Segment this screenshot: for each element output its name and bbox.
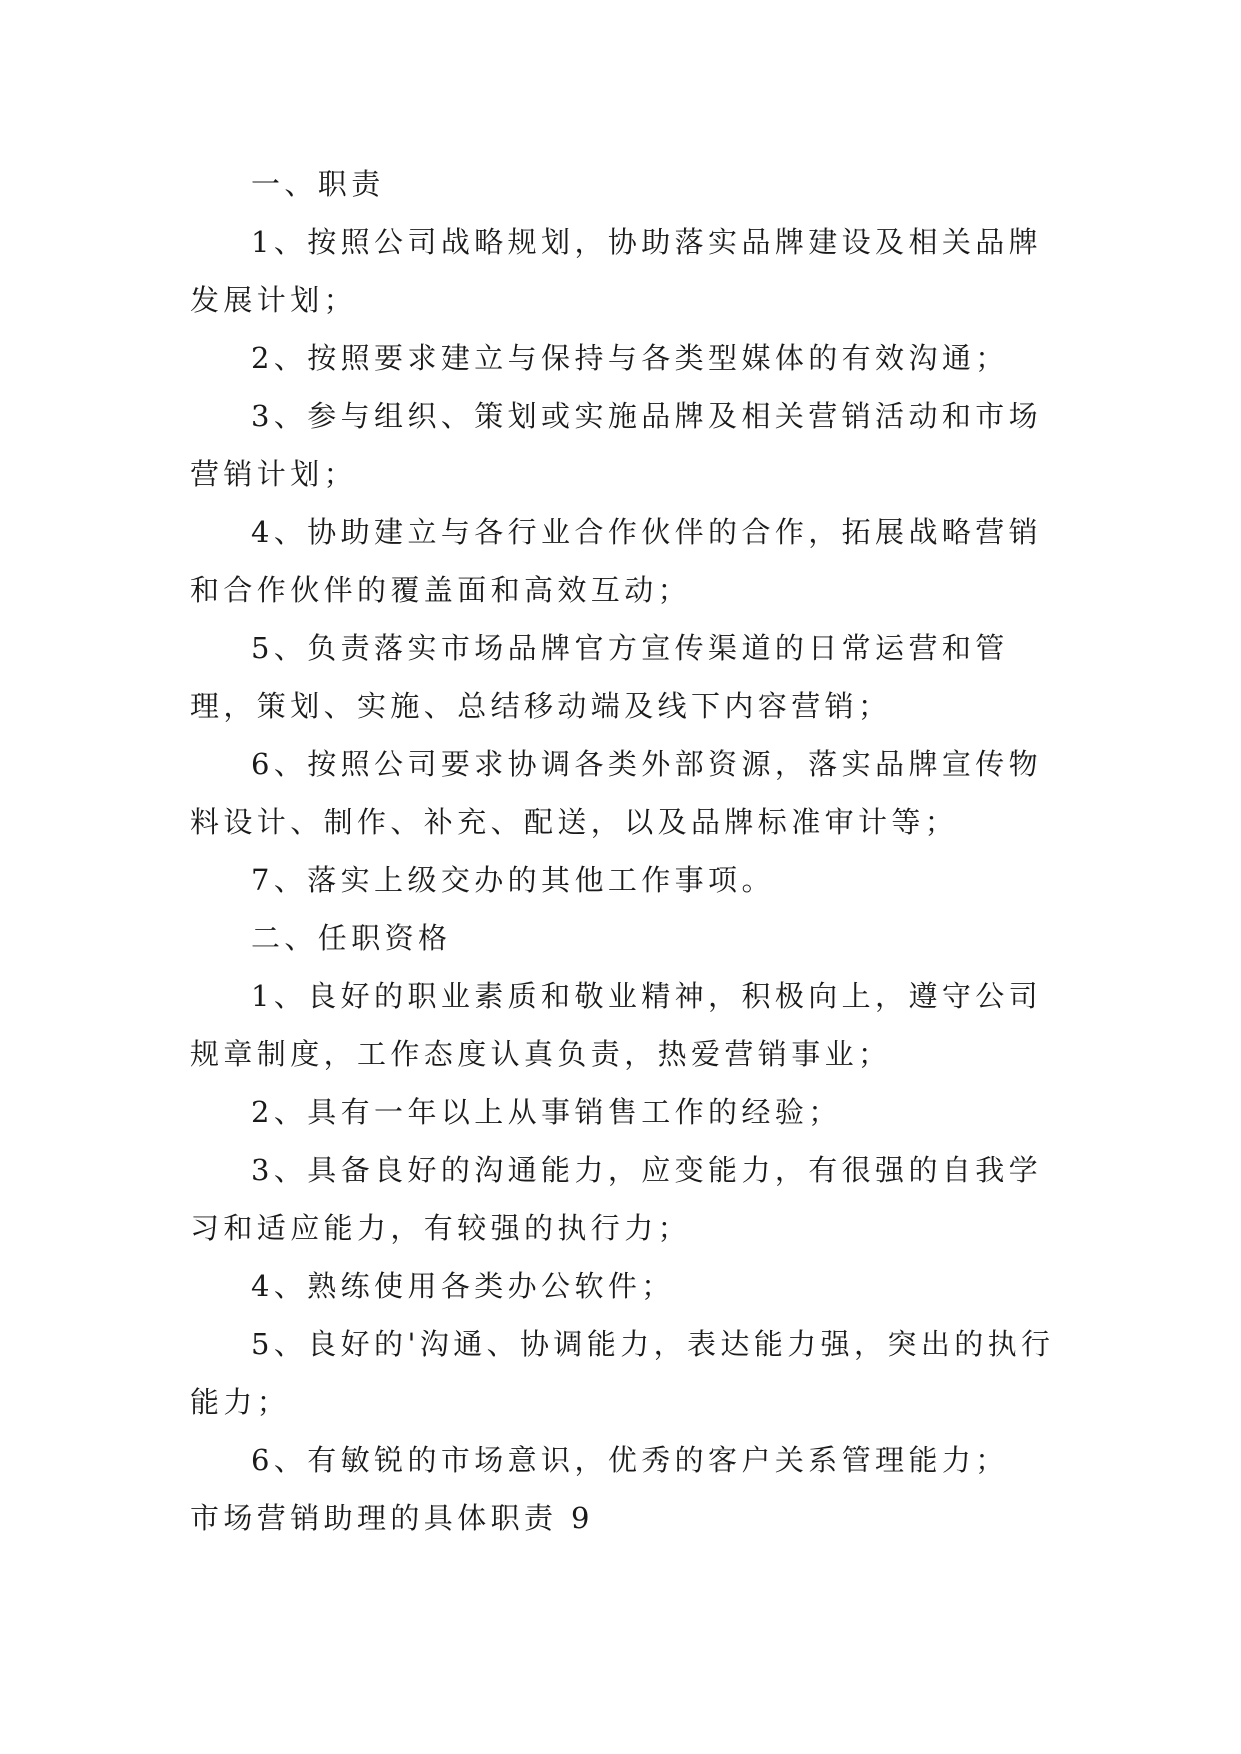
section-heading-qualifications: 二、任职资格 xyxy=(251,921,452,955)
qualification-item-3: 3、具备良好的沟通能力，应变能力，有很强的自我学习和适应能力，有较强的执行力； xyxy=(190,1153,1043,1245)
qualification-item-5: 5、良好的'沟通、协调能力，表达能力强，突出的执行能力； xyxy=(190,1327,1055,1419)
section-heading-duties: 一、职责 xyxy=(251,167,385,201)
qualification-item-2: 2、具有一年以上从事销售工作的经验； xyxy=(251,1095,842,1129)
duty-item-4: 4、协助建立与各行业合作伙伴的合作，拓展战略营销和合作伙伴的覆盖面和高效互动； xyxy=(190,515,1043,607)
duty-item-6: 6、按照公司要求协调各类外部资源，落实品牌宣传物料设计、制作、补充、配送，以及品牌标准审计等； xyxy=(190,747,1043,839)
duty-item-2: 2、按照要求建立与保持与各类型媒体的有效沟通； xyxy=(251,341,1009,375)
document-body xyxy=(190,155,1075,1547)
next-section-title: 市场营销助理的具体职责 9 xyxy=(190,1501,594,1535)
duty-item-7: 7、落实上级交办的其他工作事项。 xyxy=(251,863,775,897)
qualification-item-1: 1、良好的职业素质和敬业精神，积极向上，遵守公司规章制度，工作态度认真负责，热爱营销事业； xyxy=(190,979,1043,1071)
qualification-item-4: 4、熟练使用各类办公软件； xyxy=(251,1269,675,1303)
duty-item-1: 1、按照公司战略规划，协助落实品牌建设及相关品牌发展计划； xyxy=(190,225,1043,317)
duty-item-5: 5、负责落实市场品牌官方宣传渠道的日常运营和管理，策划、实施、总结移动端及线下内容营销； xyxy=(190,631,1009,723)
duty-item-3: 3、参与组织、策划或实施品牌及相关营销活动和市场营销计划； xyxy=(190,399,1043,491)
qualification-item-6: 6、有敏锐的市场意识，优秀的客户关系管理能力； xyxy=(251,1443,1009,1477)
